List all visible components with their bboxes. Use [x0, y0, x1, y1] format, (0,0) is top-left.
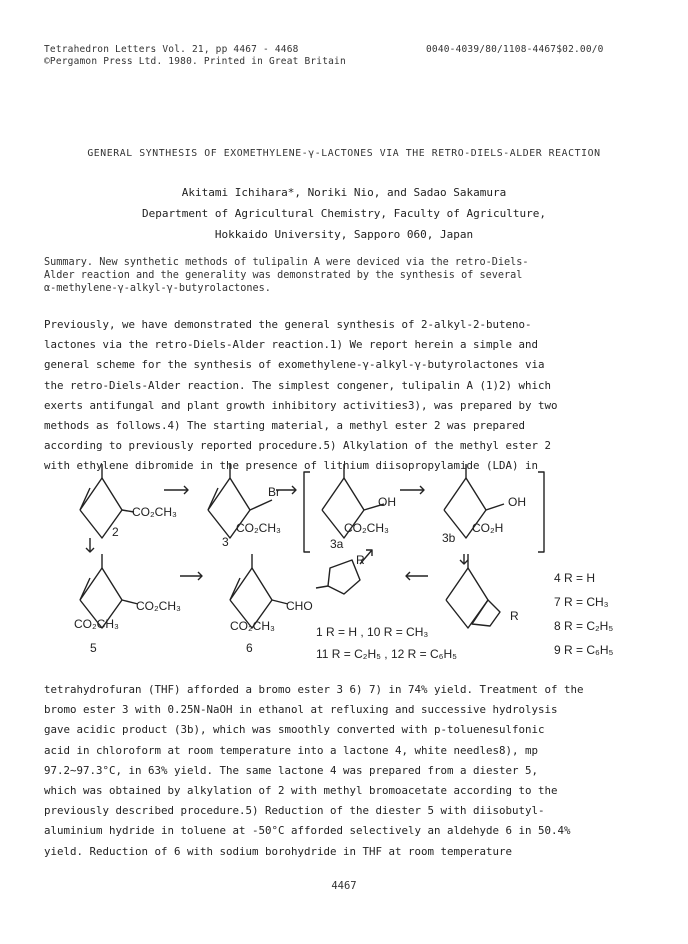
body-line: methods as follows.4) The starting material, a methyl ester 2 was prepared: [44, 419, 526, 433]
label-4-r: R: [510, 609, 519, 623]
label-2-ester: CO₂CH₃: [132, 505, 177, 519]
compound-4-structure: [446, 554, 500, 628]
summary-line: Alder reaction and the generality was demonstrated by the synthesis of several: [44, 270, 523, 281]
body-line: gave acidic product (3b), which was smoothly converted with p-toluenesulfonic: [44, 723, 545, 737]
label-7: 7 R = CH₃: [554, 595, 609, 609]
press-line: ©Pergamon Press Ltd. 1980. Printed in Great Britain: [44, 56, 346, 67]
label-6-aldehyde: CHO: [286, 599, 313, 613]
label-lactone-row-1: 1 R = H , 10 R = CH₃: [316, 625, 429, 639]
body-line: exerts antifungal and plant growth inhibitory activities3), was prepared by two: [44, 398, 558, 412]
reaction-scheme: [60, 460, 640, 670]
body-line: lactones via the retro-Diels-Alder reaction.1) We report herein a simple and: [44, 338, 539, 352]
summary-line: Summary. New synthetic methods of tulipalin A were deviced via the retro-Diels-: [44, 257, 529, 268]
body-line: which was obtained by alkylation of 2 with methyl bromoacetate according to the: [44, 784, 558, 798]
author-department: Department of Agricultural Chemistry, Faculty of Agriculture,: [142, 207, 546, 220]
label-3b-oh: OH: [508, 495, 526, 509]
author-names: Akitami Ichihara*, Noriki Nio, and Sadao Sakamura: [181, 186, 507, 199]
summary: [44, 256, 644, 295]
label-3-ester: CO₂CH₃: [236, 521, 281, 535]
body-line: previously described procedure.5) Reduction of the diester 5 with diisobutyl-: [44, 804, 545, 818]
label-3a-ester: CO₂CH₃: [344, 521, 389, 535]
body-line: Previously, we have demonstrated the general synthesis of 2-alkyl-2-buteno-: [44, 318, 532, 331]
body-line: general scheme for the synthesis of exomethylene-γ-alkyl-γ-butyrolactones via: [44, 358, 545, 372]
compound-6-structure: [230, 554, 288, 628]
body-line: tetrahydrofuran (THF) afforded a bromo ester 3 6) 7) in 74% yield. Treatment of the: [44, 683, 584, 696]
summary-line: α-methylene-γ-alkyl-γ-butyrolactones.: [44, 283, 271, 294]
author-institution: Hokkaido University, Sapporo 060, Japan: [214, 228, 474, 241]
article-code: 0040-4039/80/1108-4467$02.00/0: [426, 44, 604, 55]
lactone-1-structure: [316, 560, 360, 594]
label-3b-acid: CO₂H: [472, 521, 504, 535]
label-3a-oh: OH: [378, 495, 396, 509]
body-line: according to previously reported procedure.5) Alkylation of the methyl ester 2: [44, 439, 552, 453]
journal-header: [44, 44, 346, 68]
compound-2-structure: [80, 464, 134, 538]
label-3: 3: [222, 535, 229, 549]
label-8: 8 R = C₂H₅: [554, 619, 614, 633]
label-5-ester-a: CO₂CH₃: [136, 599, 181, 613]
label-2: 2: [112, 525, 119, 539]
label-5-ester-b: CO₂CH₃: [74, 617, 119, 631]
label-5: 5: [90, 641, 97, 655]
body-paragraph-top: [44, 315, 644, 477]
body-line: aluminium hydride in toluene at -50°C afforded selectively an aldehyde 6 in 50.4%: [44, 824, 571, 838]
body-line: 97.2∼97.3°C, in 63% yield. The same lactone 4 was prepared from a diester 5,: [44, 763, 539, 777]
label-6: 6: [246, 641, 253, 655]
body-line: yield. Reduction of 6 with sodium borohydride in THF at room temperature: [44, 844, 513, 858]
label-lactone-row-2: 11 R = C₂H₅ , 12 R = C₆H₅: [316, 647, 457, 661]
body-paragraph-bottom: [44, 680, 644, 862]
label-3b: 3b: [442, 531, 456, 545]
body-line: with ethylene dibromide in the presence of lithium diisopropylamide (LDA) in: [44, 459, 539, 473]
body-line: bromo ester 3 with 0.25N-NaOH in ethanol at refluxing and successive hydrolysis: [44, 703, 558, 717]
label-4: 4 R = H: [554, 571, 596, 585]
label-6-ester: CO₂CH₃: [230, 619, 275, 633]
article-title: GENERAL SYNTHESIS OF EXOMETHYLENE-γ-LACTONES VIA THE RETRO-DIELS-ALDER REACTION: [87, 148, 601, 159]
label-1-r: R: [356, 553, 365, 567]
label-3a: 3a: [330, 537, 344, 551]
page-number: 4467: [331, 880, 357, 892]
body-line: acid in chloroform at room temperature into a lactone 4, white needles8), mp: [44, 743, 539, 757]
body-line: the retro-Diels-Alder reaction. The simplest congener, tulipalin A (1)2) which: [44, 378, 552, 392]
journal-line: Tetrahedron Letters Vol. 21, pp 4467 - 4468: [44, 44, 299, 55]
label-9: 9 R = C₆H₅: [554, 643, 614, 657]
label-3-br: Br: [268, 485, 280, 499]
